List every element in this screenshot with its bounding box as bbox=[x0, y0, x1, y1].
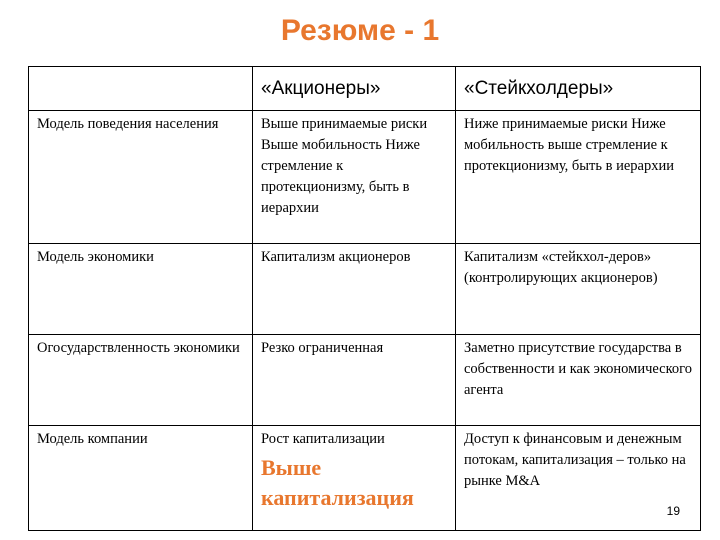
row-label: Модель экономики bbox=[29, 244, 253, 335]
row-label: Модель компании bbox=[29, 426, 253, 531]
table-row bbox=[29, 111, 701, 244]
table-row bbox=[29, 244, 701, 335]
header-stakeholders: «Стейкхолдеры» bbox=[456, 67, 701, 111]
stakeholders-cell: Доступ к финансовым и денежным потокам, капитализация – только на рынке M&A bbox=[456, 426, 701, 531]
header-empty-cell bbox=[29, 67, 253, 111]
shareholders-cell: Выше принимаемые риски Выше мобильность Ниже стремление к протекционизму, быть в иерархии bbox=[253, 111, 456, 244]
highlight-capitalization: Выше капитализация bbox=[261, 455, 414, 510]
shareholders-cell: Капитализм акционеров bbox=[253, 244, 456, 335]
stakeholders-cell: Ниже принимаемые риски Ниже мобильность выше стремление к протекционизму, быть в иерархии bbox=[456, 111, 701, 244]
shareholders-text: Рост капитализации bbox=[261, 431, 385, 447]
row-label: Огосударствленность экономики bbox=[29, 335, 253, 426]
table-row bbox=[29, 426, 701, 531]
table-row bbox=[29, 335, 701, 426]
summary-table bbox=[28, 66, 701, 531]
page-number: 19 bbox=[666, 504, 680, 518]
shareholders-cell bbox=[253, 426, 456, 531]
header-shareholders: «Акционеры» bbox=[253, 67, 456, 111]
shareholders-cell: Резко ограниченная bbox=[253, 335, 456, 426]
row-label: Модель поведения населения bbox=[29, 111, 253, 244]
table-header-row bbox=[29, 67, 701, 111]
slide-title: Резюме - 1 bbox=[280, 14, 440, 47]
stakeholders-cell: Капитализм «стейкхол-деров» (контролирующих акционеров) bbox=[456, 244, 701, 335]
stakeholders-cell: Заметно присутствие государства в собственности и как экономического агента bbox=[456, 335, 701, 426]
